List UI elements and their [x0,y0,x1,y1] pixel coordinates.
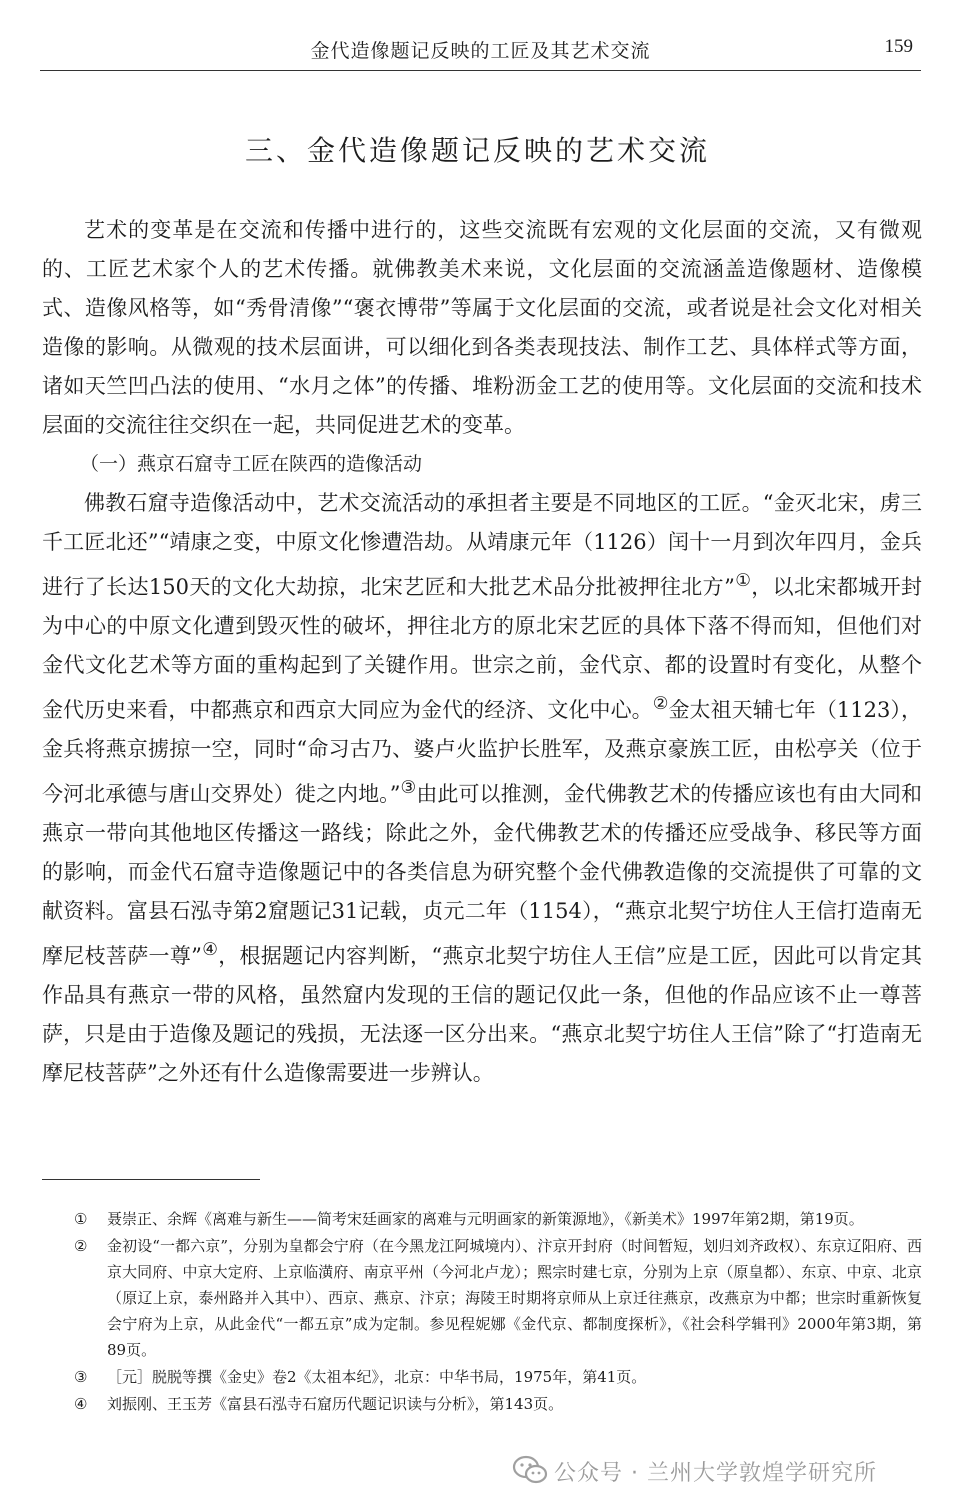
footnote [74,1364,922,1390]
paragraph-yanjing [42,484,922,1093]
paragraph-intro: 艺术的变革是在交流和传播中进行的，这些交流既有宏观的文化层面的交流，又有微观的、工匠艺术家个人的艺术传播。就佛教美术来说，文化层面的交流涵盖造像题材、造像模式、造像风格等，如“秀骨清像”“褒衣博带”等属于文化层面的交流，或者说是社会文化对相关造像的影响。从微观的技术层面讲，可以细化到各类表现技法、制作工艺、具体样式等方面，诸如天竺凹凸法的使用、“水月之体”的传播、堆粉沥金工艺的使用等。文化层面的交流和技术层面的交流往往交织在一起，共同促进艺术的变革。 [42,218,922,437]
footnote-text: 聂崇正、余辉《离难与新生——简考宋廷画家的离难与元明画家的新策源地》，《新美术》1997年第2期，第19页。 [107,1210,864,1228]
text-run: 佛教石窟寺造像活动中，艺术交流活动的承担者主要是不同地区的工匠。“金灭北宋，虏三千工匠北还”“靖康之变，中原文化惨遭浩劫。从靖康元年（1126）闰十一月到次年四月，金兵进行了长达150天的文化大劫掠，北宋艺匠和大批艺术品分批被押往北方” [42,491,922,599]
page-number: 159 [884,36,913,57]
watermark-text: 公众号 · 兰州大学敦煌学研究所 [554,1461,877,1486]
text-run: 金太祖天辅七年（1123），金兵将燕京掳掠一空，同时“命习古乃、婆卢火监护长胜军，及燕京豪族工匠，由松亭关（位于今河北承德与唐山交界处）徙之内地。” [42,698,922,806]
footnote [74,1391,922,1417]
footnote-ref: ② [652,694,669,714]
text-run: ，根据题记内容判断，“燕京北契宁坊住人王信”应是工匠，因此可以肯定其作品具有燕京一带的风格，虽然窟内发现的王信的题记仅此一条，但他的作品应该不止一尊菩萨，只是由于造像及题记的残损，无法逐一区分出来。“燕京北契宁坊住人王信”除了“打造南无摩尼枝菩萨”之外还有什么造像需要进一步辨认。 [42,944,922,1085]
footnote-mark: ④ [74,1395,88,1413]
footnote-mark: ③ [74,1368,88,1386]
footnote [74,1233,922,1363]
header-rule [40,70,921,71]
section-title: 三、金代造像题记反映的艺术交流 [244,134,710,167]
watermark [512,1452,932,1492]
footnote-ref: ③ [400,778,417,798]
wechat-icon [512,1455,548,1485]
footnote-text: ［元］脱脱等撰《金史》卷2《太祖本纪》，北京：中华书局，1975年，第41页。 [107,1368,647,1386]
running-title: 金代造像题记反映的工匠及其艺术交流 [310,40,651,62]
footnotes [74,1206,922,1418]
running-head [40,34,921,64]
body-text [42,211,922,1093]
text-run: ，以北宋都城开封为中心的中原文化遭到毁灭性的破坏，押往北方的原北宋艺匠的具体下落不得而知，但他们对金代文化艺术等方面的重构起到了关键作用。世宗之前，金代京、都的设置时有变化，从整个金代历史来看，中都燕京和西京大同应为金代的经济、文化中心。 [42,575,922,722]
footnote-ref: ④ [201,940,219,960]
footnote-mark: ① [74,1210,88,1228]
subsection-heading: （一）燕京石窟寺工匠在陕西的造像活动 [80,453,423,475]
footnote-ref: ① [734,571,752,591]
footnote-text: 刘振刚、王玉芳《富县石泓寺石窟历代题记识读与分析》，第143页。 [107,1395,564,1413]
footnote-mark: ② [74,1237,88,1255]
footnote [74,1206,922,1232]
footnote-rule [42,1179,260,1180]
text-run: 由此可以推测，金代佛教艺术的传播应该也有由大同和燕京一带向其他地区传播这一路线；除此之外，金代佛教艺术的传播还应受战争、移民等方面的影响，而金代石窟寺造像题记中的各类信息为研究整个金代佛教造像的交流提供了可靠的文献资料。富县石泓寺第2窟题记31记载，贞元二年（1154），“燕京北契宁坊住人王信打造南无摩尼枝菩萨一尊” [42,782,923,968]
footnote-text: 金初设“一都六京”，分别为皇都会宁府（在今黑龙江阿城境内）、汴京开封府（时间暂短，划归刘齐政权）、东京辽阳府、西京大同府、中京大定府、上京临潢府、南京平州（今河北卢龙）；熙宗时建七京，分别为上京（原皇都）、东京、中京、北京（原辽上京，泰州路并入其中）、西京、燕京、汴京；海陵王时期将京师从上京迁往燕京，改燕京为中都；世宗时重新恢复会宁府为上京，从此金代“一都五京”成为定制。参见程妮娜《金代京、都制度探析》，《社会科学辑刊》2000年第3期，第89页。 [107,1237,922,1359]
